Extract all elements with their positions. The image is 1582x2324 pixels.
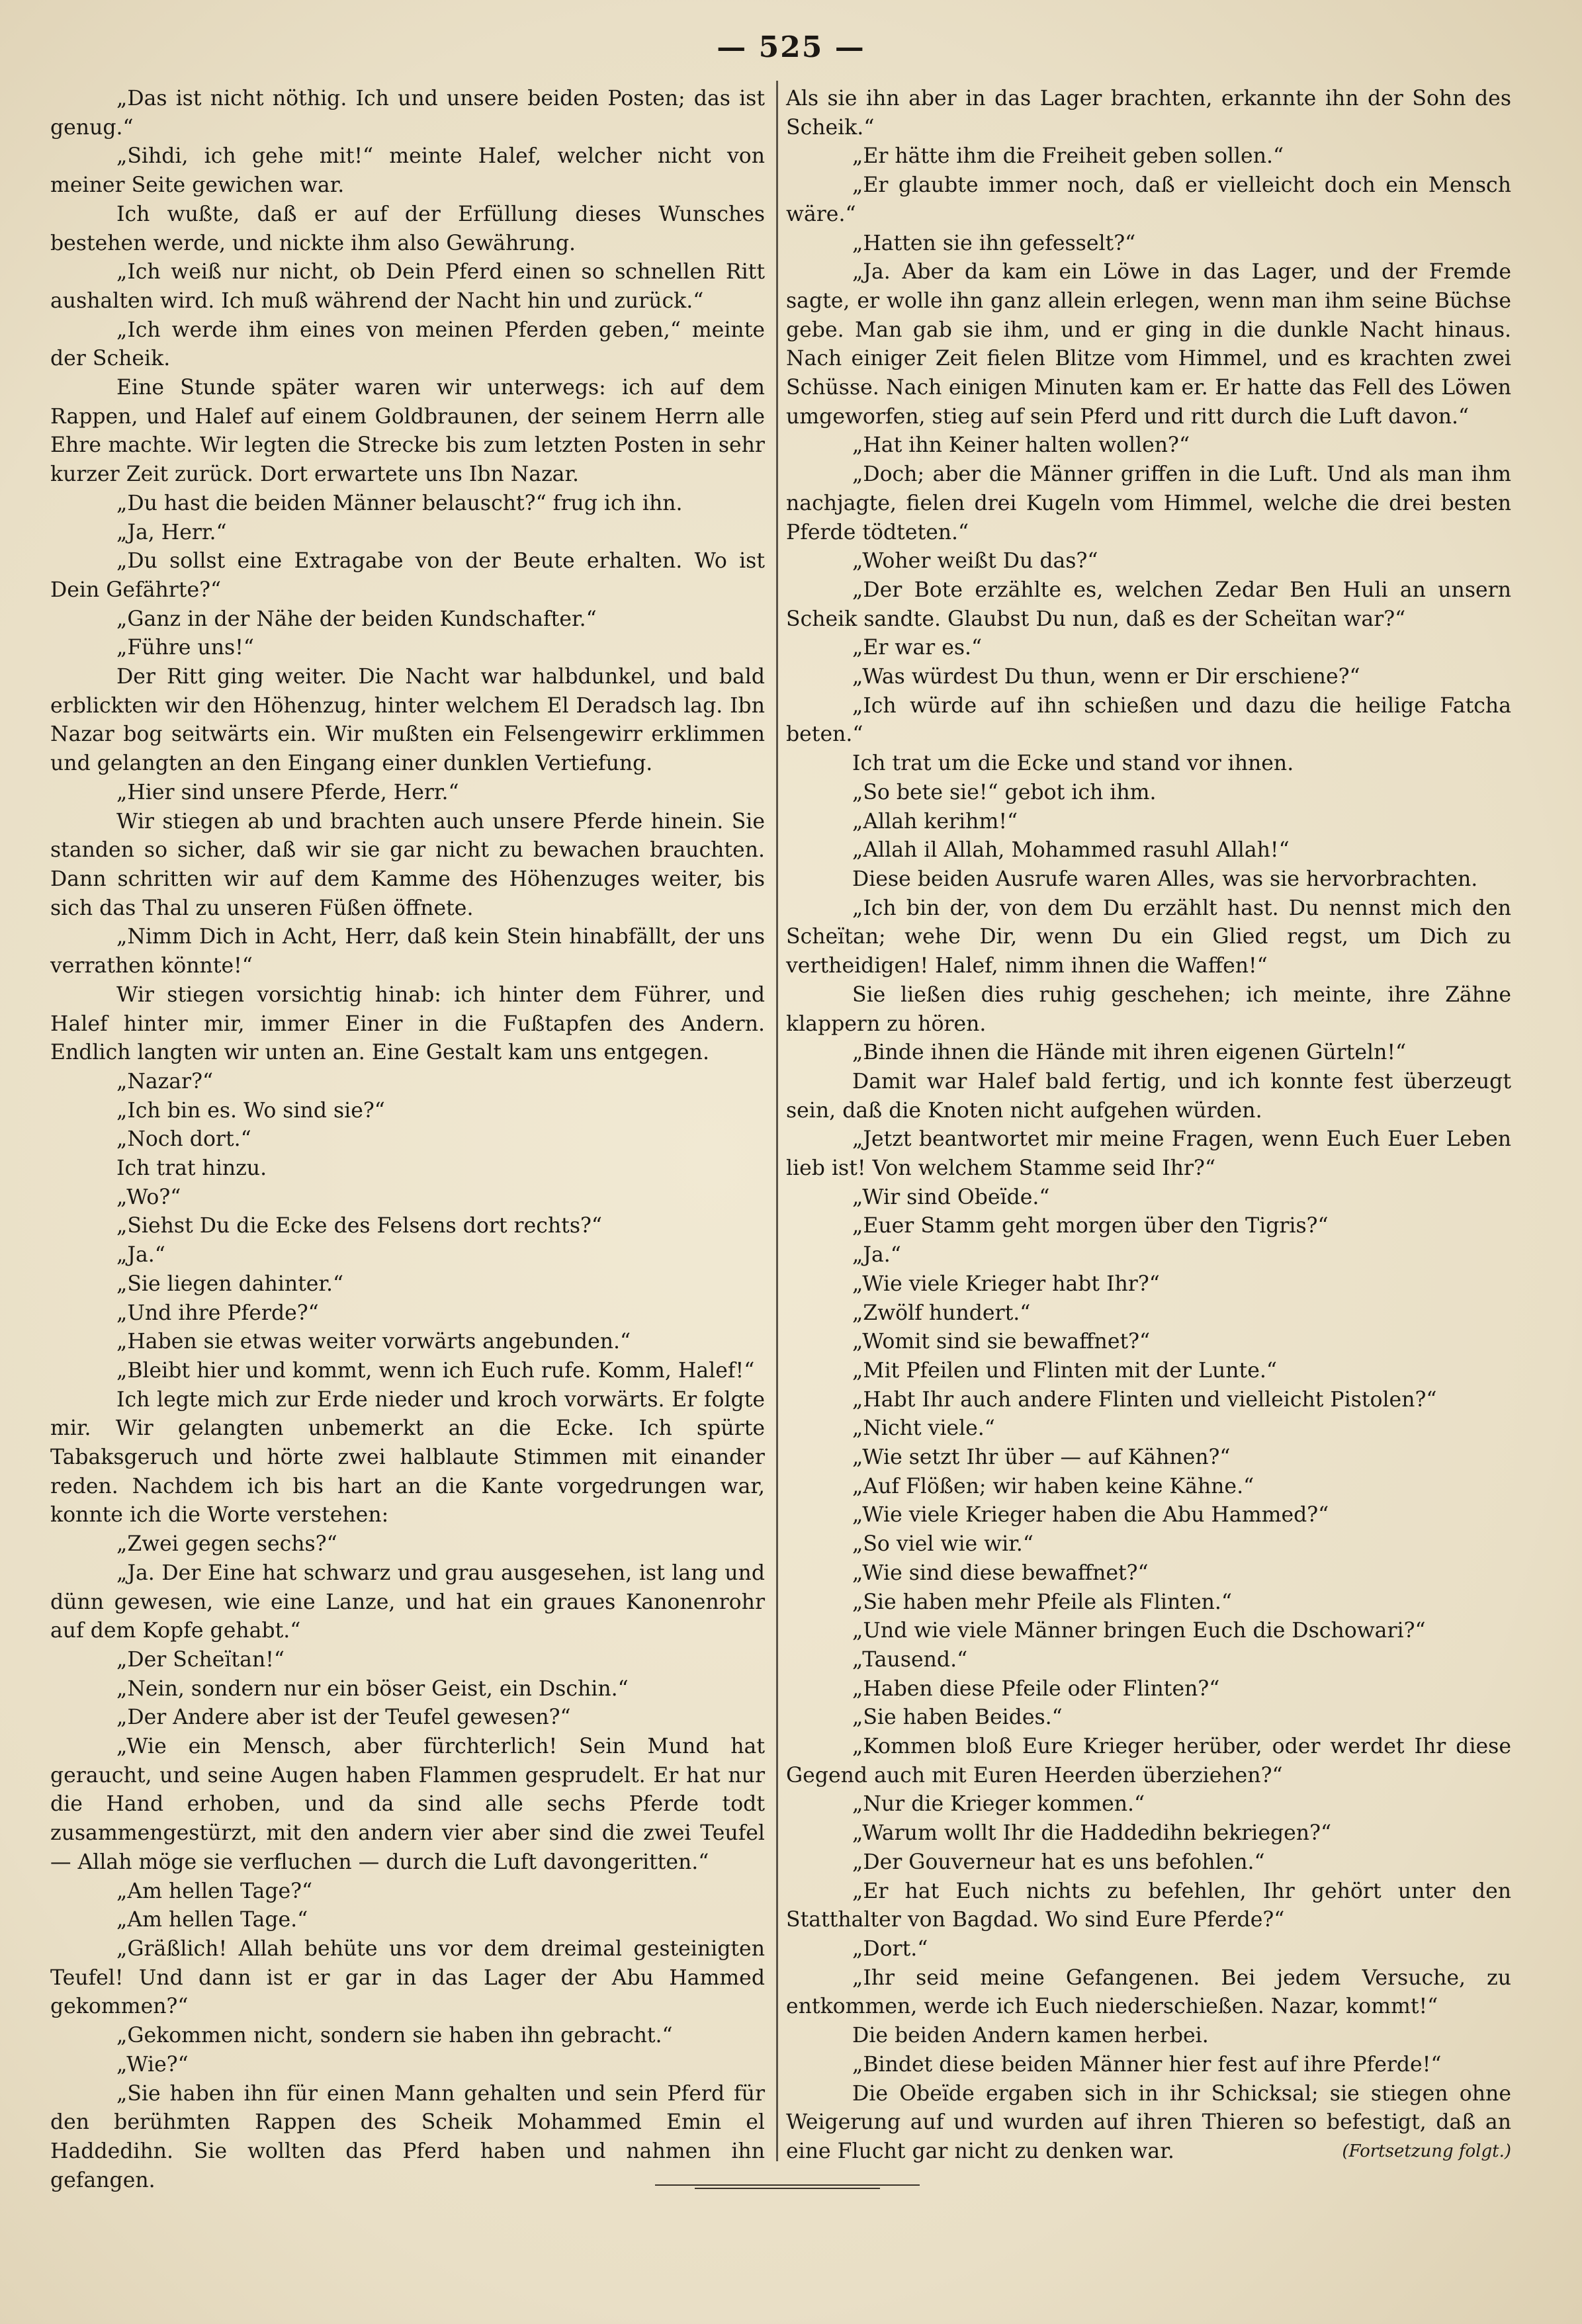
paragraph: Diese beiden Ausrufe waren Alles, was sie hervorbrachten. — [852, 867, 1478, 891]
paragraph: „Sie haben ihn für einen Mann gehalten und sein Pferd für den berühmten Rappen des Scheik Mohammed Emin el Haddedihn. Sie wollten das Pferd haben und nahmen ihn gefangen. — [50, 2081, 765, 2192]
paragraph: „Am hellen Tage.“ — [116, 1908, 308, 1932]
paragraph: „Wie setzt Ihr über — auf Kähnen?“ — [852, 1445, 1231, 1470]
paragraph: „Und wie viele Männer bringen Euch die Dschowari?“ — [852, 1619, 1426, 1643]
paragraph: „Euer Stamm geht morgen über den Tigris?“ — [852, 1214, 1329, 1238]
paragraph: „Siehst Du die Ecke des Felsens dort rechts?“ — [116, 1214, 602, 1238]
paragraph: „Tausend.“ — [852, 1647, 968, 1672]
paragraph: „Nazar?“ — [116, 1069, 214, 1094]
paragraph: „Ja.“ — [852, 1243, 901, 1268]
paragraph: „Warum wollt Ihr die Haddedihn bekriegen?“ — [852, 1821, 1332, 1846]
paragraph: „Ich werde ihm eines von meinen Pferden geben,“ meinte der Scheik. — [50, 318, 765, 371]
page-number: — 525 — — [717, 30, 865, 64]
paragraph: Wir stiegen ab und brachten auch unsere Pferde hinein. Sie standen so sicher, daß wir sie gar nicht zu bewachen brauchten. Dann schritten wir auf dem Kamme des Höhenzuges weiter, bis sich das Thal zu unseren Füßen öffnete. — [50, 809, 765, 920]
paragraph: „Wie?“ — [116, 2052, 189, 2077]
paragraph: „Ich bin der, von dem Du erzählt hast. Du nennst mich den Scheïtan; wehe Dir, wenn Du ein Glied regst, um Dich zu vertheidigen! Halef, nimm ihnen die Waffen!“ — [786, 896, 1511, 978]
paragraph: „Ja. Aber da kam ein Löwe in das Lager, und der Fremde sagte, er wolle ihn ganz allein erlegen, wenn man ihm seine Büchse gebe. Man gab sie ihm, und er ging in die dunkle Nacht hinaus. Nach einiger Zeit fielen Blitze vom Himmel, und es krachten zwei Schüsse. Nach einigen Minuten kam er. Er hatte das Fell des Löwen umgeworfen, stieg auf sein Pferd und ritt durch die Luft davon.“ — [786, 260, 1511, 429]
ornament-line — [655, 2184, 920, 2186]
paragraph: Ich trat hinzu. — [116, 1156, 267, 1181]
paragraph: „Nicht viele.“ — [852, 1416, 995, 1441]
paragraph: „So bete sie!“ gebot ich ihm. — [852, 780, 1157, 804]
paragraph: „Der Scheïtan!“ — [116, 1647, 285, 1672]
paragraph: „Wir sind Obeïde.“ — [852, 1185, 1050, 1209]
paragraph: „So viel wie wir.“ — [852, 1532, 1033, 1557]
paragraph: „Ich bin es. Wo sind sie?“ — [116, 1098, 385, 1123]
paragraph: „Wie ein Mensch, aber fürchterlich! Sein Mund hat geraucht, und seine Augen haben Flammen gesprudelt. Er hat nur die Hand erhoben, und da sind alle sechs Pferde todt zusammengestürzt, mit den andern vier aber sind die zwei Teufel — Allah möge sie verfluchen — durch die Luft davongeritten.“ — [50, 1735, 765, 1874]
paragraph: „Habt Ihr auch andere Flinten und vielleicht Pistolen?“ — [852, 1387, 1437, 1412]
paragraph: „Sie liegen dahinter.“ — [116, 1271, 344, 1296]
paragraph: „Wie viele Krieger haben die Abu Hammed?“ — [852, 1503, 1329, 1528]
paragraph: „Sie haben Beides.“ — [852, 1705, 1063, 1730]
paragraph: „Zwölf hundert.“ — [852, 1301, 1031, 1325]
paragraph: Der Ritt ging weiter. Die Nacht war halbdunkel, und bald erblickten wir den Höhenzug, hinter welchem El Deradsch lag. Ibn Nazar bog seitwärts ein. Wir mußten ein Felsengewirr erklimmen und gelangten an den Eingang einer dunklen Vertiefung. — [50, 665, 765, 776]
paragraph: „Ja.“ — [116, 1243, 165, 1268]
paragraph: Ich trat um die Ecke und stand vor ihnen. — [852, 752, 1294, 776]
paragraph: „Gekommen nicht, sondern sie haben ihn gebracht.“ — [116, 2024, 673, 2048]
paragraph: „Dort.“ — [852, 1937, 928, 1961]
paragraph: „Zwei gegen sechs?“ — [116, 1532, 337, 1557]
paragraph: „Du sollst eine Extragabe von der Beute erhalten. Wo ist Dein Gefährte?“ — [50, 549, 765, 602]
paragraph: „Allah kerihm!“ — [852, 809, 1018, 834]
paragraph: Damit war Halef bald fertig, und ich konnte fest überzeugt sein, daß die Knoten nicht aufgehen würden. — [786, 1069, 1511, 1123]
column-divider — [776, 81, 778, 2161]
paragraph: „Er glaubte immer noch, daß er vielleicht doch ein Mensch wäre.“ — [786, 173, 1511, 226]
paragraph: „Er hat Euch nichts zu befehlen, Ihr gehört unter den Statthalter von Bagdad. Wo sind Eure Pferde?“ — [786, 1879, 1511, 1932]
paragraph: „Haben diese Pfeile oder Flinten?“ — [852, 1676, 1220, 1701]
paragraph: „Hier sind unsere Pferde, Herr.“ — [116, 780, 459, 804]
paragraph: „Allah il Allah, Mohammed rasuhl Allah!“ — [852, 838, 1290, 863]
paragraph: „Sie haben mehr Pfeile als Flinten.“ — [852, 1590, 1232, 1614]
paragraph: „Nein, sondern nur ein böser Geist, ein Dschin.“ — [116, 1676, 629, 1701]
paragraph: „Noch dort.“ — [116, 1127, 251, 1152]
paragraph: „Ja, Herr.“ — [116, 520, 227, 544]
paragraph: „Und ihre Pferde?“ — [116, 1301, 319, 1325]
paragraph: „Du hast die beiden Männer belauscht?“ frug ich ihn. — [116, 491, 683, 515]
paragraph: „Kommen bloß Eure Krieger herüber, oder werdet Ihr diese Gegend auch mit Euren Heerden überziehen?“ — [786, 1735, 1511, 1787]
paragraph: „Wo?“ — [116, 1185, 181, 1209]
paragraph: „Ja. Der Eine hat schwarz und grau ausgesehen, ist lang und dünn gewesen, wie eine Lanze, und hat ein graues Kanonenrohr auf dem Kopfe gehabt.“ — [50, 1561, 765, 1643]
paragraph: „Nimm Dich in Acht, Herr, daß kein Stein hinabfällt, der uns verrathen könnte!“ — [50, 925, 765, 978]
continuation-note: (Fortsetzung folgt.) — [1342, 2141, 1511, 2161]
paragraph: Wir stiegen vorsichtig hinab: ich hinter dem Führer, und Halef hinter mir, immer Einer in die Fußtapfen des Andern. Endlich langten wir unten an. Eine Gestalt kam uns entgegen. — [50, 982, 765, 1065]
paragraph: „Am hellen Tage?“ — [116, 1879, 313, 1903]
paragraph: „Doch; aber die Männer griffen in die Luft. Und als man ihm nachjagte, fielen drei Kugeln vom Himmel, welche die drei besten Pferde tödteten.“ — [786, 462, 1511, 544]
paragraph: „Ich würde auf ihn schießen und dazu die heilige Fatcha beten.“ — [786, 693, 1511, 747]
paragraph: „Der Gouverneur hat es uns befohlen.“ — [852, 1850, 1265, 1874]
paragraph: Als sie ihn aber in das Lager brachten, erkannte ihn der Sohn des Scheik.“ — [786, 87, 1511, 140]
paragraph: Ich wußte, daß er auf der Erfüllung dieses Wunsches bestehen werde, und nickte ihm also Gewährung. — [50, 202, 765, 255]
paragraph: „Ganz in der Nähe der beiden Kundschafter.“ — [116, 607, 597, 631]
paragraph: „Jetzt beantwortet mir meine Fragen, wenn Euch Euer Leben lieb ist! Von welchem Stamme seid Ihr?“ — [786, 1127, 1511, 1181]
paragraph: „Binde ihnen die Hände mit ihren eigenen Gürteln!“ — [852, 1041, 1407, 1065]
paragraph: „Haben sie etwas weiter vorwärts angebunden.“ — [116, 1330, 631, 1354]
paragraph: „Mit Pfeilen und Flinten mit der Lunte.“ — [852, 1358, 1277, 1383]
paragraph: Eine Stunde später waren wir unterwegs: ich auf dem Rappen, und Halef auf einem Goldbraunen, der seinem Herrn alle Ehre machte. Wir legten die Strecke bis zum letzten Posten in sehr kurzer Zeit zurück. Dort erwartete uns Ibn Nazar. — [50, 376, 765, 487]
paragraph: Ich legte mich zur Erde nieder und kroch vorwärts. Er folgte mir. Wir gelangten unbemerkt an die Ecke. Ich spürte Tabaksgeruch und hörte zwei halblaute Stimmen mit einander reden. Nachdem ich bis hart an die Kante vorgedrungen war, konnte ich die Worte verstehen: — [50, 1387, 765, 1528]
paragraph: „Auf Flößen; wir haben keine Kähne.“ — [852, 1474, 1254, 1498]
paragraph: Die beiden Andern kamen herbei. — [852, 2024, 1209, 2048]
paragraph: „Hatten sie ihn gefesselt?“ — [852, 231, 1136, 255]
paragraph: „Er hätte ihm die Freiheit geben sollen.“ — [852, 144, 1284, 169]
paragraph: „Der Bote erzählte es, welchen Zedar Ben Huli an unsern Scheik sandte. Glaubst Du nun, daß es der Scheïtan war?“ — [786, 578, 1511, 631]
paragraph: „Ihr seid meine Gefangenen. Bei jedem Versuche, zu entkommen, werde ich Euch niederschießen. Nazar, kommt!“ — [786, 1965, 1511, 2019]
paragraph: „Womit sind sie bewaffnet?“ — [852, 1330, 1151, 1354]
right-column — [786, 85, 1511, 2167]
paragraph: „Der Andere aber ist der Teufel gewesen?“ — [116, 1705, 571, 1730]
paragraph: „Ich weiß nur nicht, ob Dein Pferd einen so schnellen Ritt aushalten wird. Ich muß während der Nacht hin und zurück.“ — [50, 260, 765, 313]
paragraph: „Bindet diese beiden Männer hier fest auf ihre Pferde!“ — [852, 2052, 1442, 2077]
paragraph: „Nur die Krieger kommen.“ — [852, 1792, 1145, 1817]
paragraph: „Gräßlich! Allah behüte uns vor dem dreimal gesteinigten Teufel! Und dann ist er gar in das Lager der Abu Hammed gekommen?“ — [50, 1937, 765, 2019]
paragraph: „Bleibt hier und kommt, wenn ich Euch rufe. Komm, Halef!“ — [116, 1358, 755, 1383]
paragraph: „Woher weißt Du das?“ — [852, 549, 1098, 574]
paragraph: „Wie sind diese bewaffnet?“ — [852, 1561, 1149, 1585]
paragraph: „Das ist nicht nöthig. Ich und unsere beiden Posten; das ist genug.“ — [50, 87, 765, 140]
paragraph: „Hat ihn Keiner halten wollen?“ — [852, 433, 1190, 458]
bottom-ornament — [655, 2184, 920, 2190]
paragraph: „Was würdest Du thun, wenn er Dir erschiene?“ — [852, 665, 1360, 689]
paragraph: „Führe uns!“ — [116, 636, 254, 660]
ornament-line — [695, 2188, 880, 2189]
paragraph: Die Obeïde ergaben sich in ihr Schicksal; sie stiegen ohne Weigerung auf und wurden auf ihren Thieren so befestigt, daß an eine Flucht gar nicht zu denken war. (Fortsetzung folgt.) — [786, 2080, 1511, 2167]
paragraph: Sie ließen dies ruhig geschehen; ich meinte, ihre Zähne klappern zu hören. — [786, 982, 1511, 1036]
paragraph: „Er war es.“ — [852, 636, 983, 660]
left-column — [50, 85, 765, 2195]
paragraph: „Wie viele Krieger habt Ihr?“ — [852, 1271, 1160, 1296]
paragraph: „Sihdi, ich gehe mit!“ meinte Halef, welcher nicht von meiner Seite gewichen war. — [50, 144, 765, 198]
